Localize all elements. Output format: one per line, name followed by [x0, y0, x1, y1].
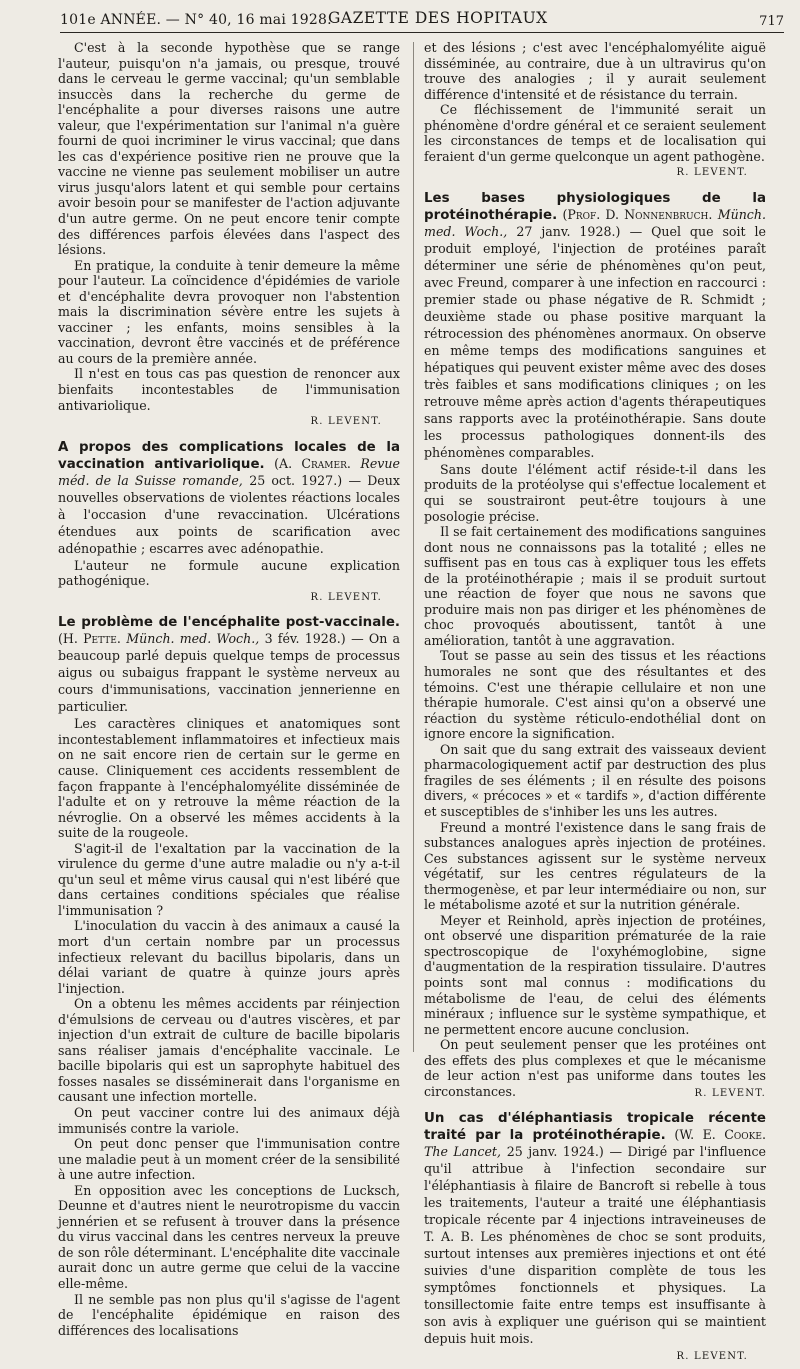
paragraph: En opposition avec les conceptions de Lucksch, Deunne et d'autres nient le neurotropisme du vaccin jennérien et se refusent à trouver dans la présence du virus vaccinal dans les centres nerveux la preuve de son rôle déterminant. L'encéphalite dite vaccinale aurait donc un autre germe que celui de la vaccine elle-même.	[58, 1182, 400, 1291]
paragraph: On peut vacciner contre lui des animaux déjà immunisés contre la variole.	[58, 1104, 400, 1136]
article-author: (Prof. D. Nonnenbruch.	[562, 206, 713, 222]
journal-title: GAZETTE DES HOPITAUX	[328, 9, 548, 27]
paragraph: Il n'est en tous cas pas question de renoncer aux bienfaits incontestables de l'immunisation antivariolique.	[58, 366, 400, 413]
column-divider	[413, 42, 414, 1052]
article-heading	[58, 440, 400, 558]
paragraph-text: On peut seulement penser que les protéines ont des effets des plus complexes et que le mécanisme de leur action n'est pas uniforme dans toutes les circonstances.	[424, 1037, 766, 1099]
paragraph: C'est à la seconde hypothèse que se range l'auteur, puisqu'on n'a jamais, ou presque, trouvé dans le cerveau le germe vaccinal; qu'un semblable insuccès dans la recherche du germe de l'encéphalite a pour diverses raisons une autre valeur, que l'expérimentation sur l'animal n'a guère fourni de quoi incriminer le virus vaccinal; que dans les cas d'expérience positive rien ne prouve que la vaccine ne vienne pas seulement mobiliser un autre virus jusqu'alors latent et qui semble pour certains avoir besoin pour se manifester de l'action adjuvante d'un autre germe. On ne peut encore tenir compte des différences parfois élevées dans l'aspect des lésions.	[58, 40, 400, 258]
article-source: Münch. med. Woch.,	[126, 631, 260, 647]
paragraph: On peut donc penser que l'immunisation contre une maladie peut à un moment créer de la sensibilité à une autre infection.	[58, 1136, 400, 1183]
article-heading	[58, 615, 400, 716]
paragraph: S'agit-il de l'exaltation par la vaccination de la virulence du germe d'une autre maladie ou n'y a-t-il qu'un seul et même virus causal qui n'est libéré que dans certaines conditions spéciales que réalise l'immunisation ?	[58, 840, 400, 918]
paragraph: On sait que du sang extrait des vaisseaux devient pharmacologiquement actif par destruction des plus fragiles de ses éléments ; il en résulte des poisons divers, « précoces » et « tardifs », d'action différente et susceptibles de s'inhiber les uns les autres.	[424, 741, 766, 819]
paragraph: Ce fléchissement de l'immunité serait un phénomène d'ordre général et ce seraient seulement les circonstances de temps et de localisation qui feraient d'un germe quelconque un agent pathogène.	[424, 102, 766, 164]
article-heading	[424, 191, 766, 462]
paragraph: et des lésions ; c'est avec l'encéphalomyélite aiguë disséminée, au contraire, due à un ultravirus qu'on trouve des analogies ; il y aurait seulement différence d'intensité et de résistance du terrain.	[424, 40, 766, 102]
signature: R. LEVENT.	[694, 1087, 766, 1099]
paragraph: En pratique, la conduite à tenir demeure la même pour l'auteur. La coïncidence d'épidémies de variole et d'encéphalite devra provoquer non l'abstention mais la discrimination sévère entre les sujets à vacciner ; les enfants, moins sensibles à la vaccination, devront être vaccinés et de préférence au cours de la première année.	[58, 257, 400, 366]
paragraph: L'inoculation du vaccin à des animaux a causé la mort d'un certain nombre par un processus infectieux relevant du bacillus bipolaris, dans un délai variant de quatre à quinze jours après l'injection.	[58, 918, 400, 996]
paragraph: Meyer et Reinhold, après injection de protéines, ont observé une disparition prématurée de la raie spectroscopique de l'oxyhémoglobine, signe d'augmentation de la respiration tissulaire. D'autres points sont mal connus : modifications du métabolisme de l'eau, de celui des éléments minéraux ; influence sur le système sympathique, et ne permettent encore aucune conclusion.	[424, 912, 766, 1037]
signature: R. LEVENT.	[676, 167, 748, 179]
left-column	[58, 40, 400, 1338]
paragraph	[424, 1037, 766, 1101]
page-header	[60, 6, 784, 32]
article-title: Les bases physiologiques de la protéinothérapie.	[424, 190, 766, 223]
article-author: (A. Cramer.	[274, 455, 351, 471]
paragraph: On a obtenu les mêmes accidents par réinjection d'émulsions de cerveau ou d'autres viscères, et par injection d'un extrait de culture de bacille bipolaris sans réaliser jamais d'encéphalite vaccinale. Le bacille bipolaris qui est un saprophyte habituel des fosses nasales se disséminerait dans l'organisme en causant une infection mortelle.	[58, 996, 400, 1105]
paragraph: Il se fait certainement des modifications sanguines dont nous ne connaissons pas la totalité ; elles ne suffisent pas en tous cas à expliquer tous les effets de la protéinothérapie ; mais il se produit surtout une réaction de foyer que nous ne savons que produire mais non pas diriger et les phénomènes de choc provoqués aboutissent, tantôt à une amélioration, tantôt à une aggravation.	[424, 524, 766, 648]
right-column	[424, 40, 766, 1369]
signature: R. LEVENT.	[310, 591, 382, 603]
article-date: 3 fév. 1928.)	[264, 631, 346, 647]
paragraph: Il ne semble pas non plus qu'il s'agisse de l'agent de l'encéphalite épidémique en raison des différences des localisations	[58, 1291, 400, 1338]
article-lead: — Dirigé par l'influence qu'il attribue à l'infection secondaire sur l'éléphantiasis à filaire de Bancroft si rebelle à tous les traitements, l'auteur a traité une éléphantiasis tropicale récente par 4 injections intraveineuses de T. A. B. Les phénomènes de choc se sont produits, surtout intenses aux premières injections et ont été suivies d'une disparition complète de tous les symptômes fonctionnels et physiques. La tonsillectomie faite entre temps est insuffisante à son avis à expliquer une guérison qui se maintient depuis huit mois.	[424, 1144, 766, 1347]
article-lead: — Deux nouvelles observations de violentes réactions locales à l'occasion d'une revaccination. Ulcérations étendues aux points de scarification avec adénopathie ; escarres avec adénopathie.	[58, 472, 400, 556]
article-date: 25 oct. 1927.)	[249, 472, 343, 488]
article-date: 27 janv. 1928.)	[516, 223, 621, 239]
article-title: A propos des complications locales de la vaccination antivariolique.	[58, 439, 400, 472]
article-author: (H. Pette.	[58, 631, 121, 647]
article-lead: — On a beaucoup parlé depuis quelque temps de processus aigus ou subaigus frappant le système nerveux au cours d'immunisations, vaccination jennerienne en particulier.	[58, 631, 400, 715]
article-source: The Lancet,	[424, 1144, 501, 1160]
article-source: Münch. med. Woch.,	[424, 206, 766, 239]
paragraph: Freund a montré l'existence dans le sang frais de substances analogues après injection de protéines. Ces substances agissent sur le système nerveux végétatif, sur les centres régulateurs de la thermogenèse, et par leur intermédiaire ou non, sur le métabolisme azoté et sur la nutrition générale.	[424, 819, 766, 913]
article-title: Le problème de l'encéphalite post-vaccinale.	[58, 615, 400, 631]
paragraph: Les caractères cliniques et anatomiques sont incontestablement inflammatoires et infectieux mais on ne sait encore rien de certain sur le germe en cause. Cliniquement ces accidents ressemblent de façon frappante à l'encéphalomyélite disséminée de l'adulte et on y retrouve la même réaction de la névroglie. On a observé les mêmes accidents à la suite de la rougeole.	[58, 716, 400, 841]
paragraph: L'auteur ne formule aucune explication pathogénique.	[58, 557, 400, 589]
article-heading	[424, 1111, 766, 1348]
paragraph: Tout se passe au sein des tissus et les réactions humorales ne sont que des résultantes et des témoins. C'est une thérapie cellulaire et non une thérapie humorale. C'est ainsi qu'on a observé une réaction du système réticulo-endothélial dont on ignore encore la signification.	[424, 648, 766, 742]
article-lead: — Quel que soit le produit employé, l'injection de protéines paraît déterminer une série de phénomènes qu'on peut, avec Freund, comparer à une infection en raccourci : premier stade ou phase négative de R. Schmidt ; deuxième stade ou phase positive marquant la rétrocession des phénomènes anormaux. On observe en même temps des modifications sanguines et hépatiques qui peuvent exister même avec des doses très faibles et sans modifications cliniques ; on les retrouve même après action d'agents thérapeutiques sans rapports avec la protéinothérapie. Sans doute les processus pathologiques donnent-ils des phénomènes comparables.	[424, 223, 766, 460]
issue-info: 101e ANNÉE. — N° 40, 16 mai 1928.	[60, 12, 332, 28]
page-number: 717	[759, 14, 784, 29]
article-title: Un cas d'éléphantiasis tropicale récente traité par la protéinothérapie.	[424, 1111, 766, 1144]
article-source: Revue méd. de la Suisse romande,	[58, 455, 400, 488]
article-author: (W. E. Cooke.	[674, 1127, 766, 1143]
header-rule	[60, 32, 784, 33]
article-date: 25 janv. 1924.)	[506, 1144, 604, 1160]
paragraph: Sans doute l'élément actif réside-t-il dans les produits de la protéolyse qui s'effectue localement et qui se soustrairont peut-être toujours à une posologie précise.	[424, 461, 766, 524]
signature: R. LEVENT.	[310, 416, 382, 428]
signature: R. LEVENT.	[676, 1351, 748, 1363]
